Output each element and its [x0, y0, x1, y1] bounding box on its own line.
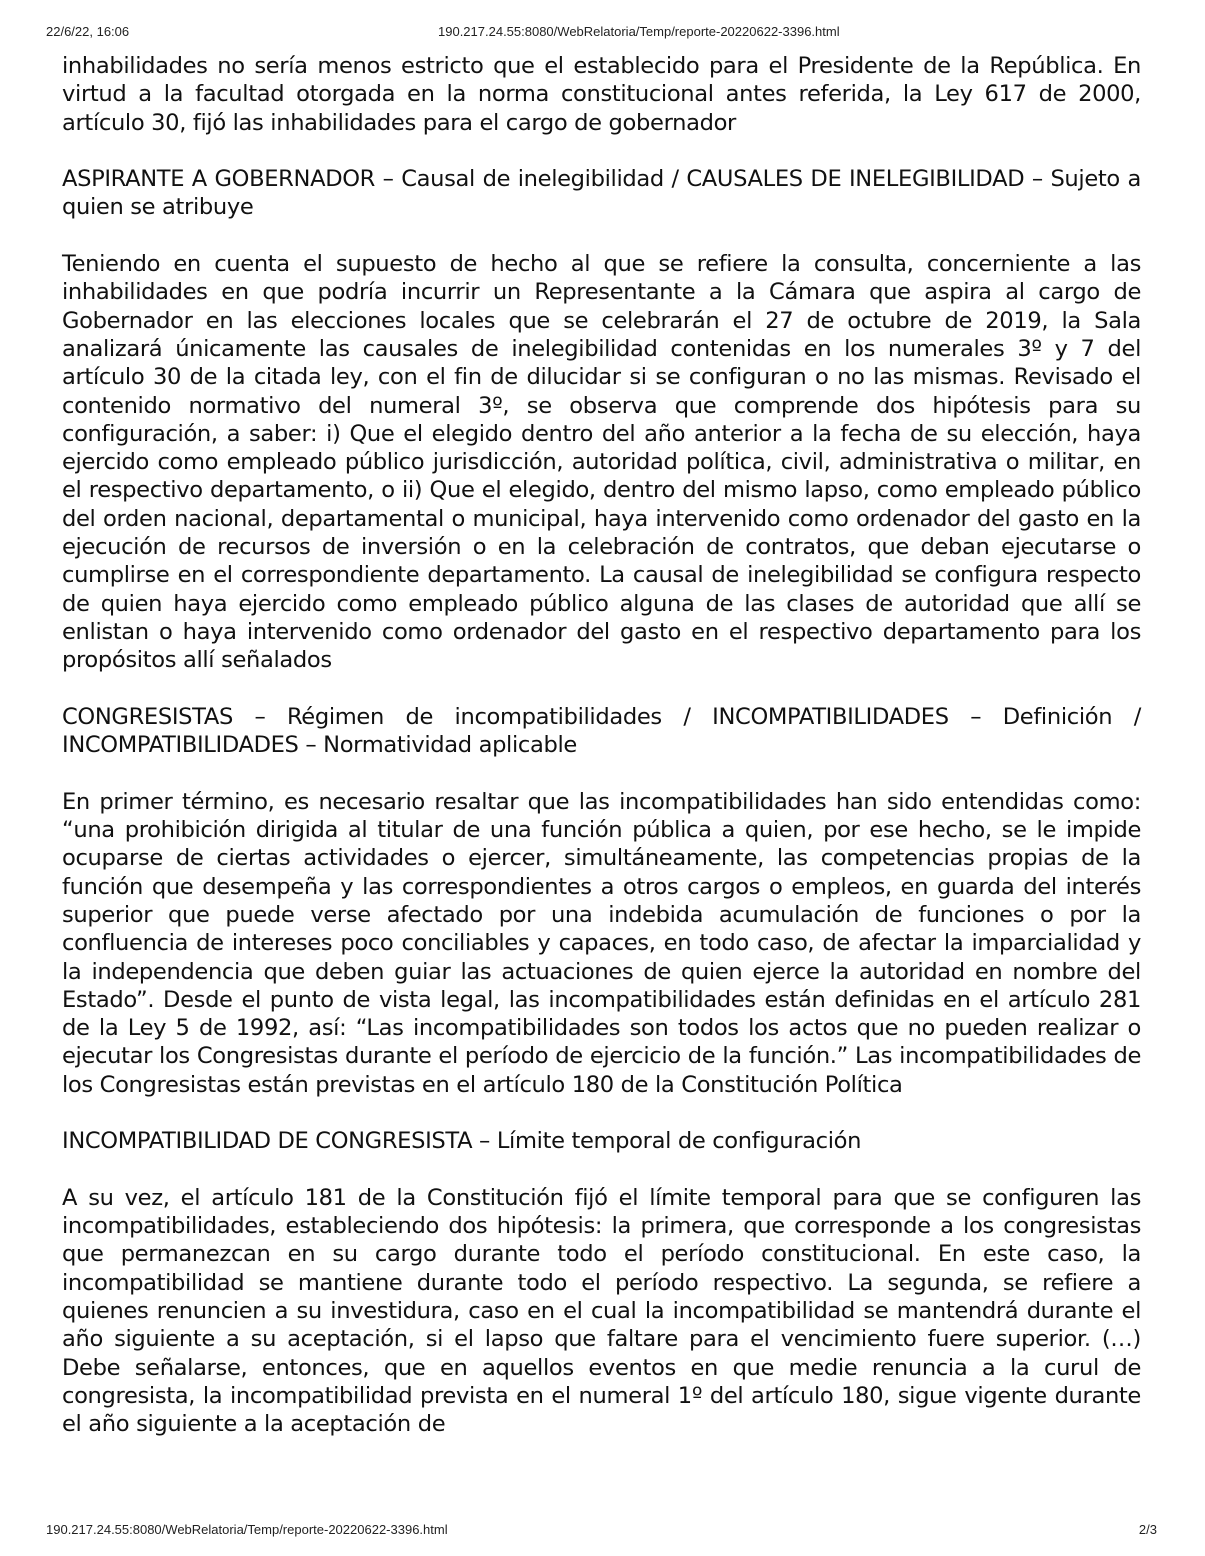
print-date-time: 22/6/22, 16:06 — [46, 24, 130, 39]
print-footer — [0, 1522, 1205, 1538]
document-body — [62, 52, 1141, 1467]
topic-heading-congresistas: CONGRESISTAS – Régimen de incompatibilidades / INCOMPATIBILIDADES – Definición / INCOMPATIBILIDADES – Normatividad aplicable — [62, 703, 1141, 759]
paragraph-articulo-181: A su vez, el artículo 181 de la Constitución fijó el límite temporal para que se configuren las incompatibilidades, estableciendo dos hipótesis: la primera, que corresponde a los congresistas que permanezcan en su cargo durante todo el período constitucional. En este caso, la incompatibilidad se mantiene durante todo el período respectivo. La segunda, se refiere a quienes renuncien a su investidura, caso en el cual la incompatibilidad se mantendrá durante el año siguiente a su aceptación, si el lapso que faltare para el vencimiento fuere superior. (…) Debe señalarse, entonces, que en aquellos eventos en que medie renuncia a la curul de congresista, la incompatibilidad prevista en el numeral 1º del artículo 180, sigue vigente durante el año siguiente a la aceptación de — [62, 1184, 1141, 1438]
print-header — [0, 24, 1205, 40]
paragraph-incompatibilidades: En primer término, es necesario resaltar que las incompatibilidades han sido entendidas como: “una prohibición dirigida al titular de una función pública a quien, por ese hecho, se le impide ocuparse de ciertas actividades o ejercer, simultáneamente, las competencias propias de la función que desempeña y las correspondientes a otros cargos o empleos, en guarda del interés superior que puede verse afectado por una indebida acumulación de funciones o por la confluencia de intereses poco conciliables y capaces, en todo caso, de afectar la imparcialidad y la independencia que deben guiar las actuaciones de quien ejerce la autoridad en nombre del Estado”. Desde el punto de vista legal, las incompatibilidades están definidas en el artículo 281 de la Ley 5 de 1992, así: “Las incompatibilidades son todos los actos que no pueden realizar o ejecutar los Congresistas durante el período de ejercicio de la función.” Las incompatibilidades de los Congresistas están previstas en el artículo 180 de la Constitución Política — [62, 788, 1141, 1098]
page-number: 2/3 — [1138, 1522, 1157, 1537]
print-header-url: 190.217.24.55:8080/WebRelatoria/Temp/reporte-20220622-3396.html — [438, 24, 840, 39]
paragraph-inelegibilidad: Teniendo en cuenta el supuesto de hecho al que se refiere la consulta, concerniente a las inhabilidades en que podría incurrir un Representante a la Cámara que aspira al cargo de Gobernador en las elecciones locales que se celebrarán el 27 de octubre de 2019, la Sala analizará únicamente las causales de inelegibilidad contenidas en los numerales 3º y 7 del artículo 30 de la citada ley, con el fin de dilucidar si se configuran o no las mismas. Revisado el contenido normativo del numeral 3º, se observa que comprende dos hipótesis para su configuración, a saber: i) Que el elegido dentro del año anterior a la fecha de su elección, haya ejercido como empleado público jurisdicción, autoridad política, civil, administrativa o militar, en el respectivo departamento, o ii) Que el elegido, dentro del mismo lapso, como empleado público del orden nacional, departamental o municipal, haya intervenido como ordenador del gasto en la ejecución de recursos de inversión o en la celebración de contratos, que deban ejecutarse o cumplirse en el correspondiente departamento. La causal de inelegibilidad se configura respecto de quien haya ejercido como empleado público alguna de las clases de autoridad que allí se enlistan o haya intervenido como ordenador del gasto en el respectivo departamento para los propósitos allí señalados — [62, 251, 1141, 674]
print-footer-url: 190.217.24.55:8080/WebRelatoria/Temp/reporte-20220622-3396.html — [46, 1522, 448, 1537]
paragraph-continuation: inhabilidades no sería menos estricto que el establecido para el Presidente de la República. En virtud a la facultad otorgada en la norma constitucional antes referida, la Ley 617 de 2000, artículo 30, fijó las inhabilidades para el cargo de gobernador — [62, 53, 1141, 136]
topic-heading-limite-temporal: INCOMPATIBILIDAD DE CONGRESISTA – Límite temporal de configuración — [62, 1128, 862, 1155]
topic-heading-aspirante-gobernador: ASPIRANTE A GOBERNADOR – Causal de inelegibilidad / CAUSALES DE INELEGIBILIDAD – Sujeto a quien se atribuye — [62, 166, 1141, 221]
